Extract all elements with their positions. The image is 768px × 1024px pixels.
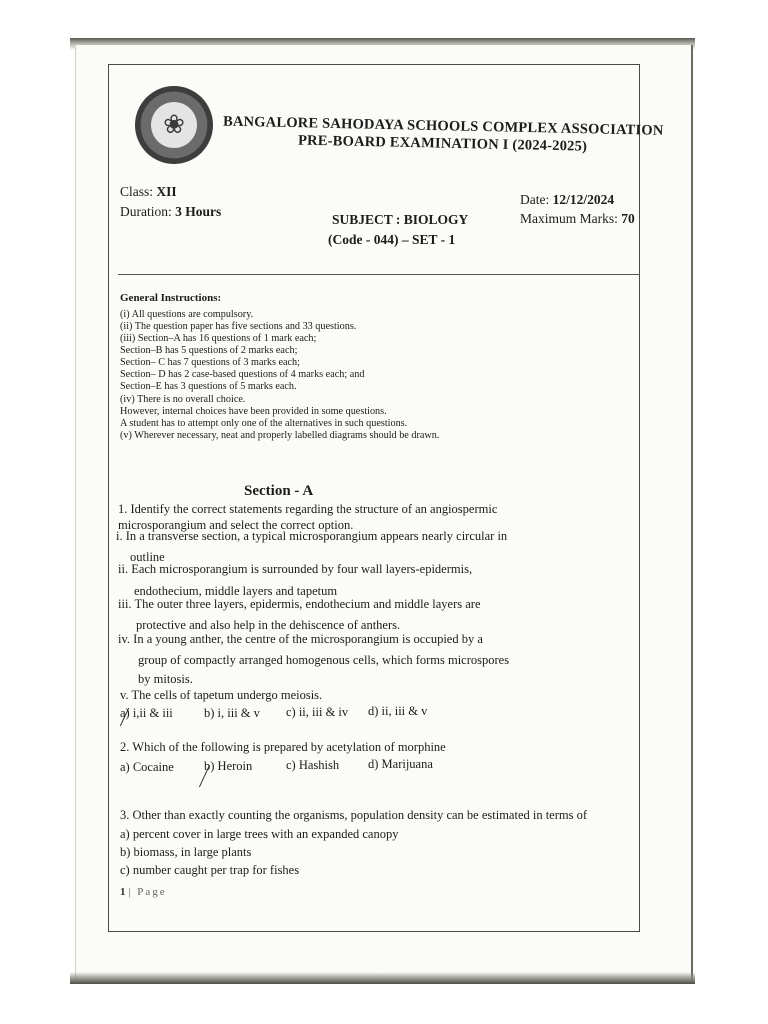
instructions-title: General Instructions: [120,292,222,304]
duration-label: Duration: [120,204,172,219]
question-1-line: microsporangium and select the correct option. [118,518,354,532]
question-1-line: iv. In a young anther, the centre of the microsporangium is occupied by a [118,632,483,646]
section-a-title: Section - A [244,483,314,499]
question-1-line: group of compactly arranged homogenous cells, which forms microspores [138,653,510,667]
q2-option-a: a) Cocaine [120,760,174,774]
question-1-line: v. The cells of tapetum undergo meiosis. [120,688,323,702]
eagle-emblem-icon: ❀ [151,102,197,148]
date-label: Date: [520,192,550,207]
subject: SUBJECT : BIOLOGY [332,212,469,227]
instruction-line: (ii) The question paper has five sections and 33 questions. [120,321,357,332]
question-1-line: protective and also help in the dehiscence of anthers. [136,618,401,632]
question-3-text: 3. Other than exactly counting the organisms, population density can be estimated in terms of [120,808,588,822]
instruction-line: (iv) There is no overall choice. [120,394,246,405]
question-1-line: endothecium, middle layers and tapetum [134,584,338,598]
school-logo [135,86,213,164]
instruction-line: Section–E has 3 questions of 5 marks each. [120,381,297,392]
instruction-line: Section–B has 5 questions of 2 marks each; [120,345,298,356]
marks-value: 70 [621,211,635,226]
page-footer [120,886,167,898]
class-row [120,184,177,200]
marks-row [520,211,635,227]
q1-option-a: a) i,ii & iii [120,706,173,720]
class-value: XII [156,184,177,199]
question-1-line: ii. Each microsporangium is surrounded by four wall layers-epidermis, [118,562,473,576]
question-1-line: iii. The outer three layers, epidermis, endothecium and middle layers are [118,597,481,611]
org-title: BANGALORE SAHODAYA SCHOOLS COMPLEX ASSOCIATION [222,113,664,139]
question-1-line: outline [130,550,165,564]
class-label: Class: [120,184,154,199]
q2-option-d: d) Marijuana [368,757,433,771]
header-divider [118,274,640,275]
date-row [520,192,614,208]
duration-value: 3 Hours [175,204,222,219]
exam-title: PRE-BOARD EXAMINATION I (2024-2025) [297,132,588,155]
date-value: 12/12/2024 [552,192,615,207]
instruction-line: However, internal choices have been provided in some questions. [120,406,387,417]
instruction-line: (i) All questions are compulsory. [120,309,254,320]
q1-option-b: b) i, iii & v [204,706,260,720]
q1-option-d: d) ii, iii & v [368,704,428,718]
q3-option-a: a) percent cover in large trees with an expanded canopy [120,827,399,841]
duration-row [120,204,221,220]
q3-option-c: c) number caught per trap for fishes [120,863,300,877]
question-2-text: 2. Which of the following is prepared by acetylation of morphine [120,740,446,754]
question-1-text: 1. Identify the correct statements regarding the structure of an angiospermic [118,502,498,516]
q2-option-c: c) Hashish [286,758,340,772]
q3-option-b: b) biomass, in large plants [120,845,252,859]
q2-option-b: b) Heroin [204,759,253,773]
page-word: | Page [128,886,167,898]
instruction-line: (iii) Section–A has 16 questions of 1 mark each; [120,333,317,344]
subject-code: (Code - 044) – SET - 1 [328,232,456,247]
question-1-line: i. In a transverse section, a typical microsporangium appears nearly circular in [116,529,508,543]
marks-label: Maximum Marks: [520,211,618,226]
scan-shadow-bottom [70,972,695,984]
q1-option-c: c) ii, iii & iv [286,705,349,719]
instruction-line: A student has to attempt only one of the alternatives in such questions. [120,418,408,429]
instruction-line: Section– D has 2 case-based questions of 4 marks each; and [120,369,365,380]
instruction-line: Section– C has 7 questions of 3 marks each; [120,357,300,368]
page-number: 1 [120,886,126,898]
instruction-line: (v) Wherever necessary, neat and properly labelled diagrams should be drawn. [120,430,440,441]
question-1-line: by mitosis. [138,672,193,686]
